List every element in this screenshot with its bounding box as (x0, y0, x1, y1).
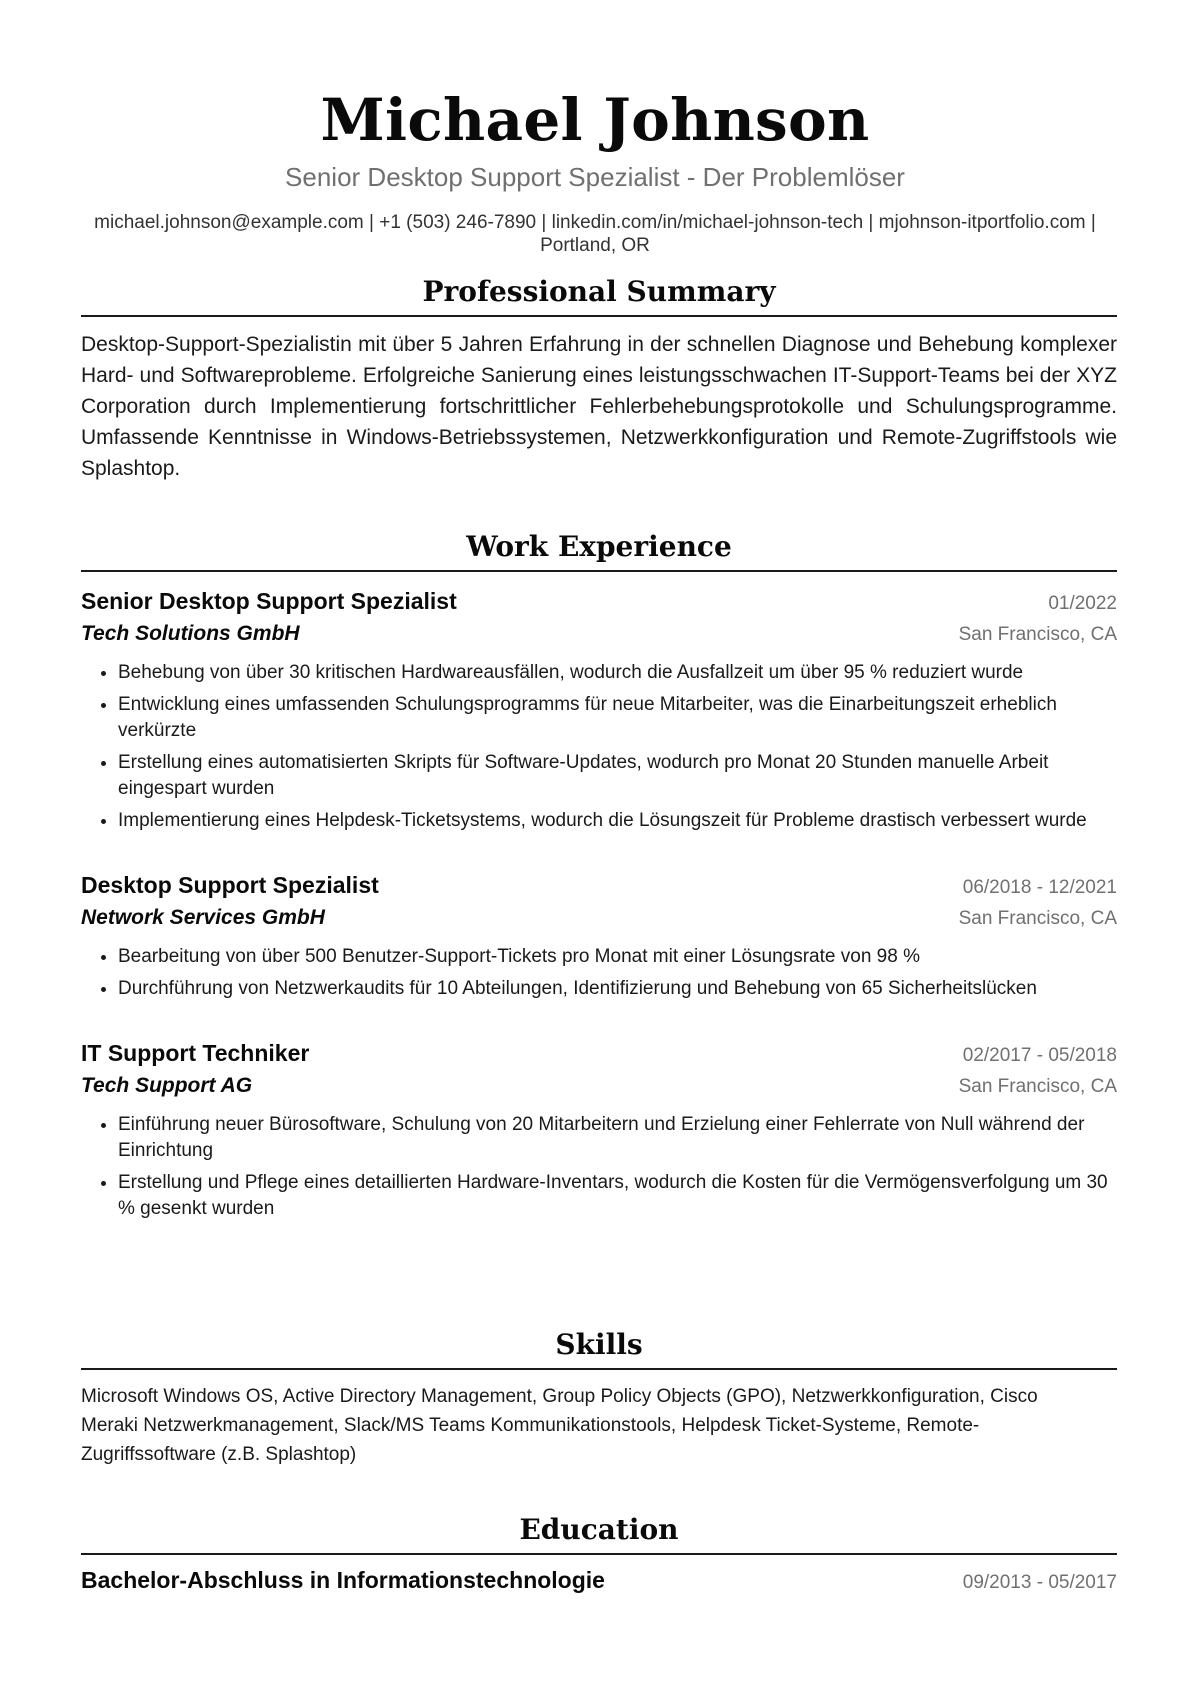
job-bullet: • Implementierung eines Helpdesk-Ticketsystems, wodurch die Lösungszeit für Probleme drastisch verbessert wurde (118, 808, 1117, 834)
job-entry (81, 870, 1117, 1002)
job-company: Network Services GmbH (81, 906, 325, 929)
job-header (81, 1038, 1117, 1071)
job-location: San Francisco, CA (958, 624, 1117, 645)
job-bullet: • Einführung neuer Bürosoftware, Schulung von 20 Mitarbeitern und Erzielung einer Fehlerrate von Null während der Einrichtung (118, 1112, 1117, 1164)
summary-text: Desktop-Support-Spezialistin mit über 5 Jahren Erfahrung in der schnellen Diagnose und Behebung komplexer Hard- und Softwareprobleme. Erfolgreiche Sanierung eines leistungsschwachen IT-Support-Teams bei der XYZ Corporation durch Implementierung fortschrittlicher Fehlerbehebungsprotokolle und Schulungsprogramme. Umfassende Kenntnisse in Windows-Betriebssystemen, Netzwerkkonfiguration und Remote-Zugriffstools wie Splashtop. (81, 333, 1117, 480)
contact-line: michael.johnson@example.com | +1 (503) 246-7890 | linkedin.com/in/michael-johnson-tech | mjohnson-itportfolio.com | Portland, OR (94, 212, 1096, 256)
job-bullet: • Entwicklung eines umfassenden Schulungsprogramms für neue Mitarbeiter, was die Einarbeitungszeit erheblich verkürzte (118, 692, 1117, 744)
job-header (81, 870, 1117, 903)
job-company: Tech Solutions GmbH (81, 622, 300, 645)
job-bullet: • Behebung von über 30 kritischen Hardwareausfällen, wodurch die Ausfallzeit um über 95 % reduziert wurde (118, 660, 1117, 686)
job-entry (81, 586, 1117, 834)
candidate-name: Michael Johnson (320, 86, 870, 154)
job-bullet: • Bearbeitung von über 500 Benutzer-Support-Tickets pro Monat mit einer Lösungsrate von 98 % (118, 944, 1117, 970)
education-date: 09/2013 - 05/2017 (962, 1572, 1117, 1593)
skills-heading: Skills (81, 1328, 1117, 1370)
job-bullets (81, 660, 1117, 834)
education-heading: Education (81, 1513, 1117, 1555)
job-bullet: • Durchführung von Netzwerkaudits für 10 Abteilungen, Identifizierung und Behebung von 65 Sicherheitslücken (118, 976, 1117, 1002)
education-section (81, 1513, 1117, 1598)
job-subheader (81, 1071, 1117, 1102)
candidate-headline: Senior Desktop Support Spezialist - Der Problemlöser (285, 162, 905, 192)
job-bullet: • Erstellung und Pflege eines detaillierten Hardware-Inventars, wodurch die Kosten für die Vermögensverfolgung um 30 % gesenkt wurden (118, 1170, 1117, 1222)
experience-heading: Work Experience (81, 530, 1117, 572)
job-date: 01/2022 (1048, 593, 1117, 614)
job-title: Desktop Support Spezialist (81, 872, 379, 898)
job-title: Senior Desktop Support Spezialist (81, 588, 457, 614)
job-subheader (81, 619, 1117, 650)
job-bullet: • Erstellung eines automatisierten Skripts für Software-Updates, wodurch pro Monat 20 Stunden manuelle Arbeit eingespart wurden (118, 750, 1117, 802)
job-location: San Francisco, CA (958, 908, 1117, 929)
summary-heading: Professional Summary (81, 275, 1117, 317)
job-date: 06/2018 - 12/2021 (962, 877, 1117, 898)
education-header (81, 1565, 1117, 1598)
job-entry (81, 1038, 1117, 1222)
experience-section (81, 530, 1117, 1228)
skills-section (81, 1328, 1117, 1469)
skills-text: Microsoft Windows OS, Active Directory Management, Group Policy Objects (GPO), Netzwerkkonfiguration, Cisco Meraki Netzwerkmanagement, Slack/MS Teams Kommunikationstools, Helpdesk Ticket-Systeme, Remote-Zugriffssoftware (z.B. Splashtop) (81, 1386, 1038, 1465)
job-header (81, 586, 1117, 619)
job-bullets (81, 944, 1117, 1002)
job-subheader (81, 903, 1117, 934)
job-bullets (81, 1112, 1117, 1222)
job-date: 02/2017 - 05/2018 (962, 1045, 1117, 1066)
job-location: San Francisco, CA (958, 1076, 1117, 1097)
job-company: Tech Support AG (81, 1074, 253, 1097)
education-entry (81, 1565, 1117, 1598)
summary-section (81, 275, 1117, 484)
job-title: IT Support Techniker (81, 1040, 310, 1066)
resume-header (0, 0, 1190, 257)
education-degree: Bachelor-Abschluss in Informationstechnologie (81, 1567, 605, 1593)
